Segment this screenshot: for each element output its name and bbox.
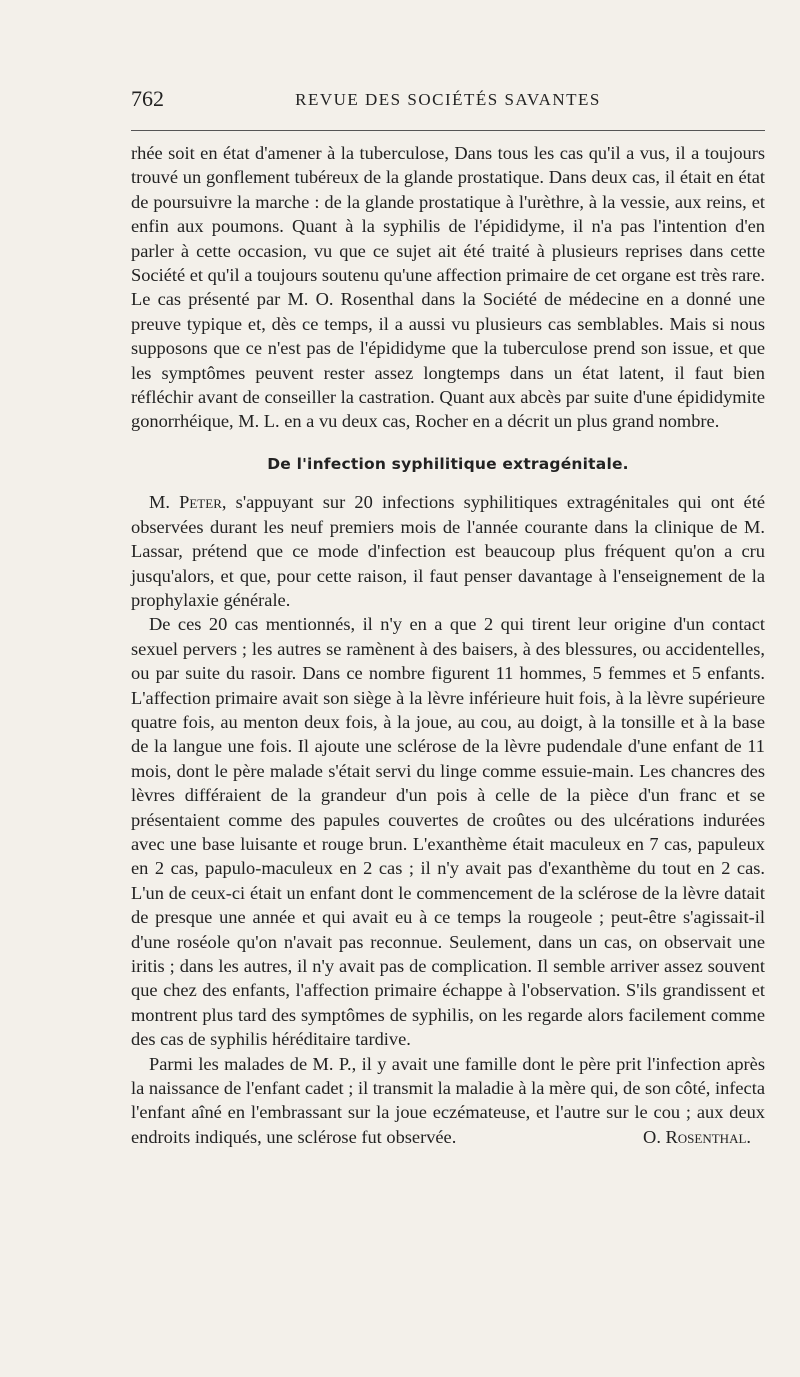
journal-title: REVUE DES SOCIÉTÉS SAVANTES: [295, 90, 601, 109]
header-rule: [131, 130, 765, 131]
paragraph-peter-text: , s'appuyant sur 20 infections syphilitiques extragénitales qui ont été observées durant les neuf premiers mois de l'année courante dans la clinique de M. Lassar, prétend que ce mode d'infection est beaucoup plus fréquent qu'on a cru jusqu'alors, et que, pour cette raison, il faut penser davantage à l'enseignement de la prophylaxie générale.: [131, 492, 765, 610]
section-heading: De l'infection syphilitique extragénitale.: [267, 454, 629, 473]
paragraph-peter: [131, 490, 765, 612]
paragraph-prefix: M.: [149, 492, 180, 513]
running-head: [131, 86, 765, 122]
paragraph-family-text: Parmi les malades de M. P., il y avait une famille dont le père prit l'infection après la naissance de l'enfant cadet ; il transmit la maladie à la mère qui, de son côté, infecta l'enfant aîné en l'embrassant sur la joue eczémateuse, et l'autre sur le cou ; aux deux endroits indiqués, une sclérose fut observée.: [131, 1053, 765, 1147]
paragraph-continuation: rhée soit en état d'amener à la tuberculose, Dans tous les cas qu'il a vus, il a toujours trouvé un gonflement tubéreux de la glande prostatique. Dans deux cas, il était en état de poursuivre la marche : de la glande prostatique à l'urèthre, à la vessie, aux reins, et enfin aux poumons. Quant à la syphilis de l'épididyme, il n'a pas l'intention d'en parler à cette occasion, vu que ce sujet ait été traité à plusieurs reprises dans cette Société et qu'il a toujours soutenu qu'une affection primaire de cet organe est très rare. Le cas présenté par M. O. Rosenthal dans la Société de médecine en a donné une preuve typique et, dès ce temps, il a aussi vu plusieurs cas semblables. Mais si nous supposons que ce n'est pas de l'épididyme que la tuberculose prend son issue, et que les symptômes peuvent rester assez longtemps dans un état latent, il faut bien réfléchir avant de conseiller la castration. Quant aux abcès par suite d'une épididymite gonorrhéique, M. L. en a vu deux cas, Rocher en a décrit un plus grand nombre.: [131, 143, 765, 432]
page-number: 762: [131, 86, 164, 111]
author-signature: O. Rosenthal.: [643, 1126, 751, 1147]
body-text: [131, 141, 765, 1149]
author-name-peter: Peter: [179, 492, 222, 513]
paragraph-family: [131, 1052, 765, 1150]
paragraph-cases: De ces 20 cas mentionnés, il n'y en a que 2 qui tirent leur origine d'un contact sexuel pervers ; les autres se ramènent à des baisers, à des blessures, ou accidentelles, ou par suite du rasoir. Dans ce nombre figurent 11 hommes, 5 femmes et 5 enfants. L'affection primaire avait son siège à la lèvre inférieure huit fois, à la lèvre supérieure quatre fois, au menton deux fois, à la joue, au cou, au doigt, à la tonsille et à la base de la langue une fois. Il ajoute une sclérose de la lèvre pudendale d'une enfant de 11 mois, dont le père malade s'était servi du linge comme essuie-main. Les chancres des lèvres différaient de la grandeur d'un pois à celle de la pièce d'un franc et se présentaient comme des papules couvertes de croûtes ou des ulcérations indurées avec une base luisante et rouge brun. L'exanthème était maculeux en 7 cas, papuleux en 2 cas, papulo-maculeux en 2 cas ; il n'y avait pas d'exanthème du tout en 2 cas. L'un de ceux-ci était un enfant dont le commencement de la sclérose de la lèvre datait de presque une année et qui avait eu à ce temps la rougeole ; peut-être s'agissait-il d'une roséole qu'on n'avait pas reconnue. Seulement, dans un cas, on observait une iritis ; dans les autres, il n'y avait pas de complication. Il semble arriver assez souvent que chez des enfants, l'affection primaire échappe à l'observation. S'ils grandissent et montrent plus tard des symptômes de syphilis, on les regarde alors facilement comme des cas de syphilis héréditaire tardive.: [131, 614, 765, 1050]
